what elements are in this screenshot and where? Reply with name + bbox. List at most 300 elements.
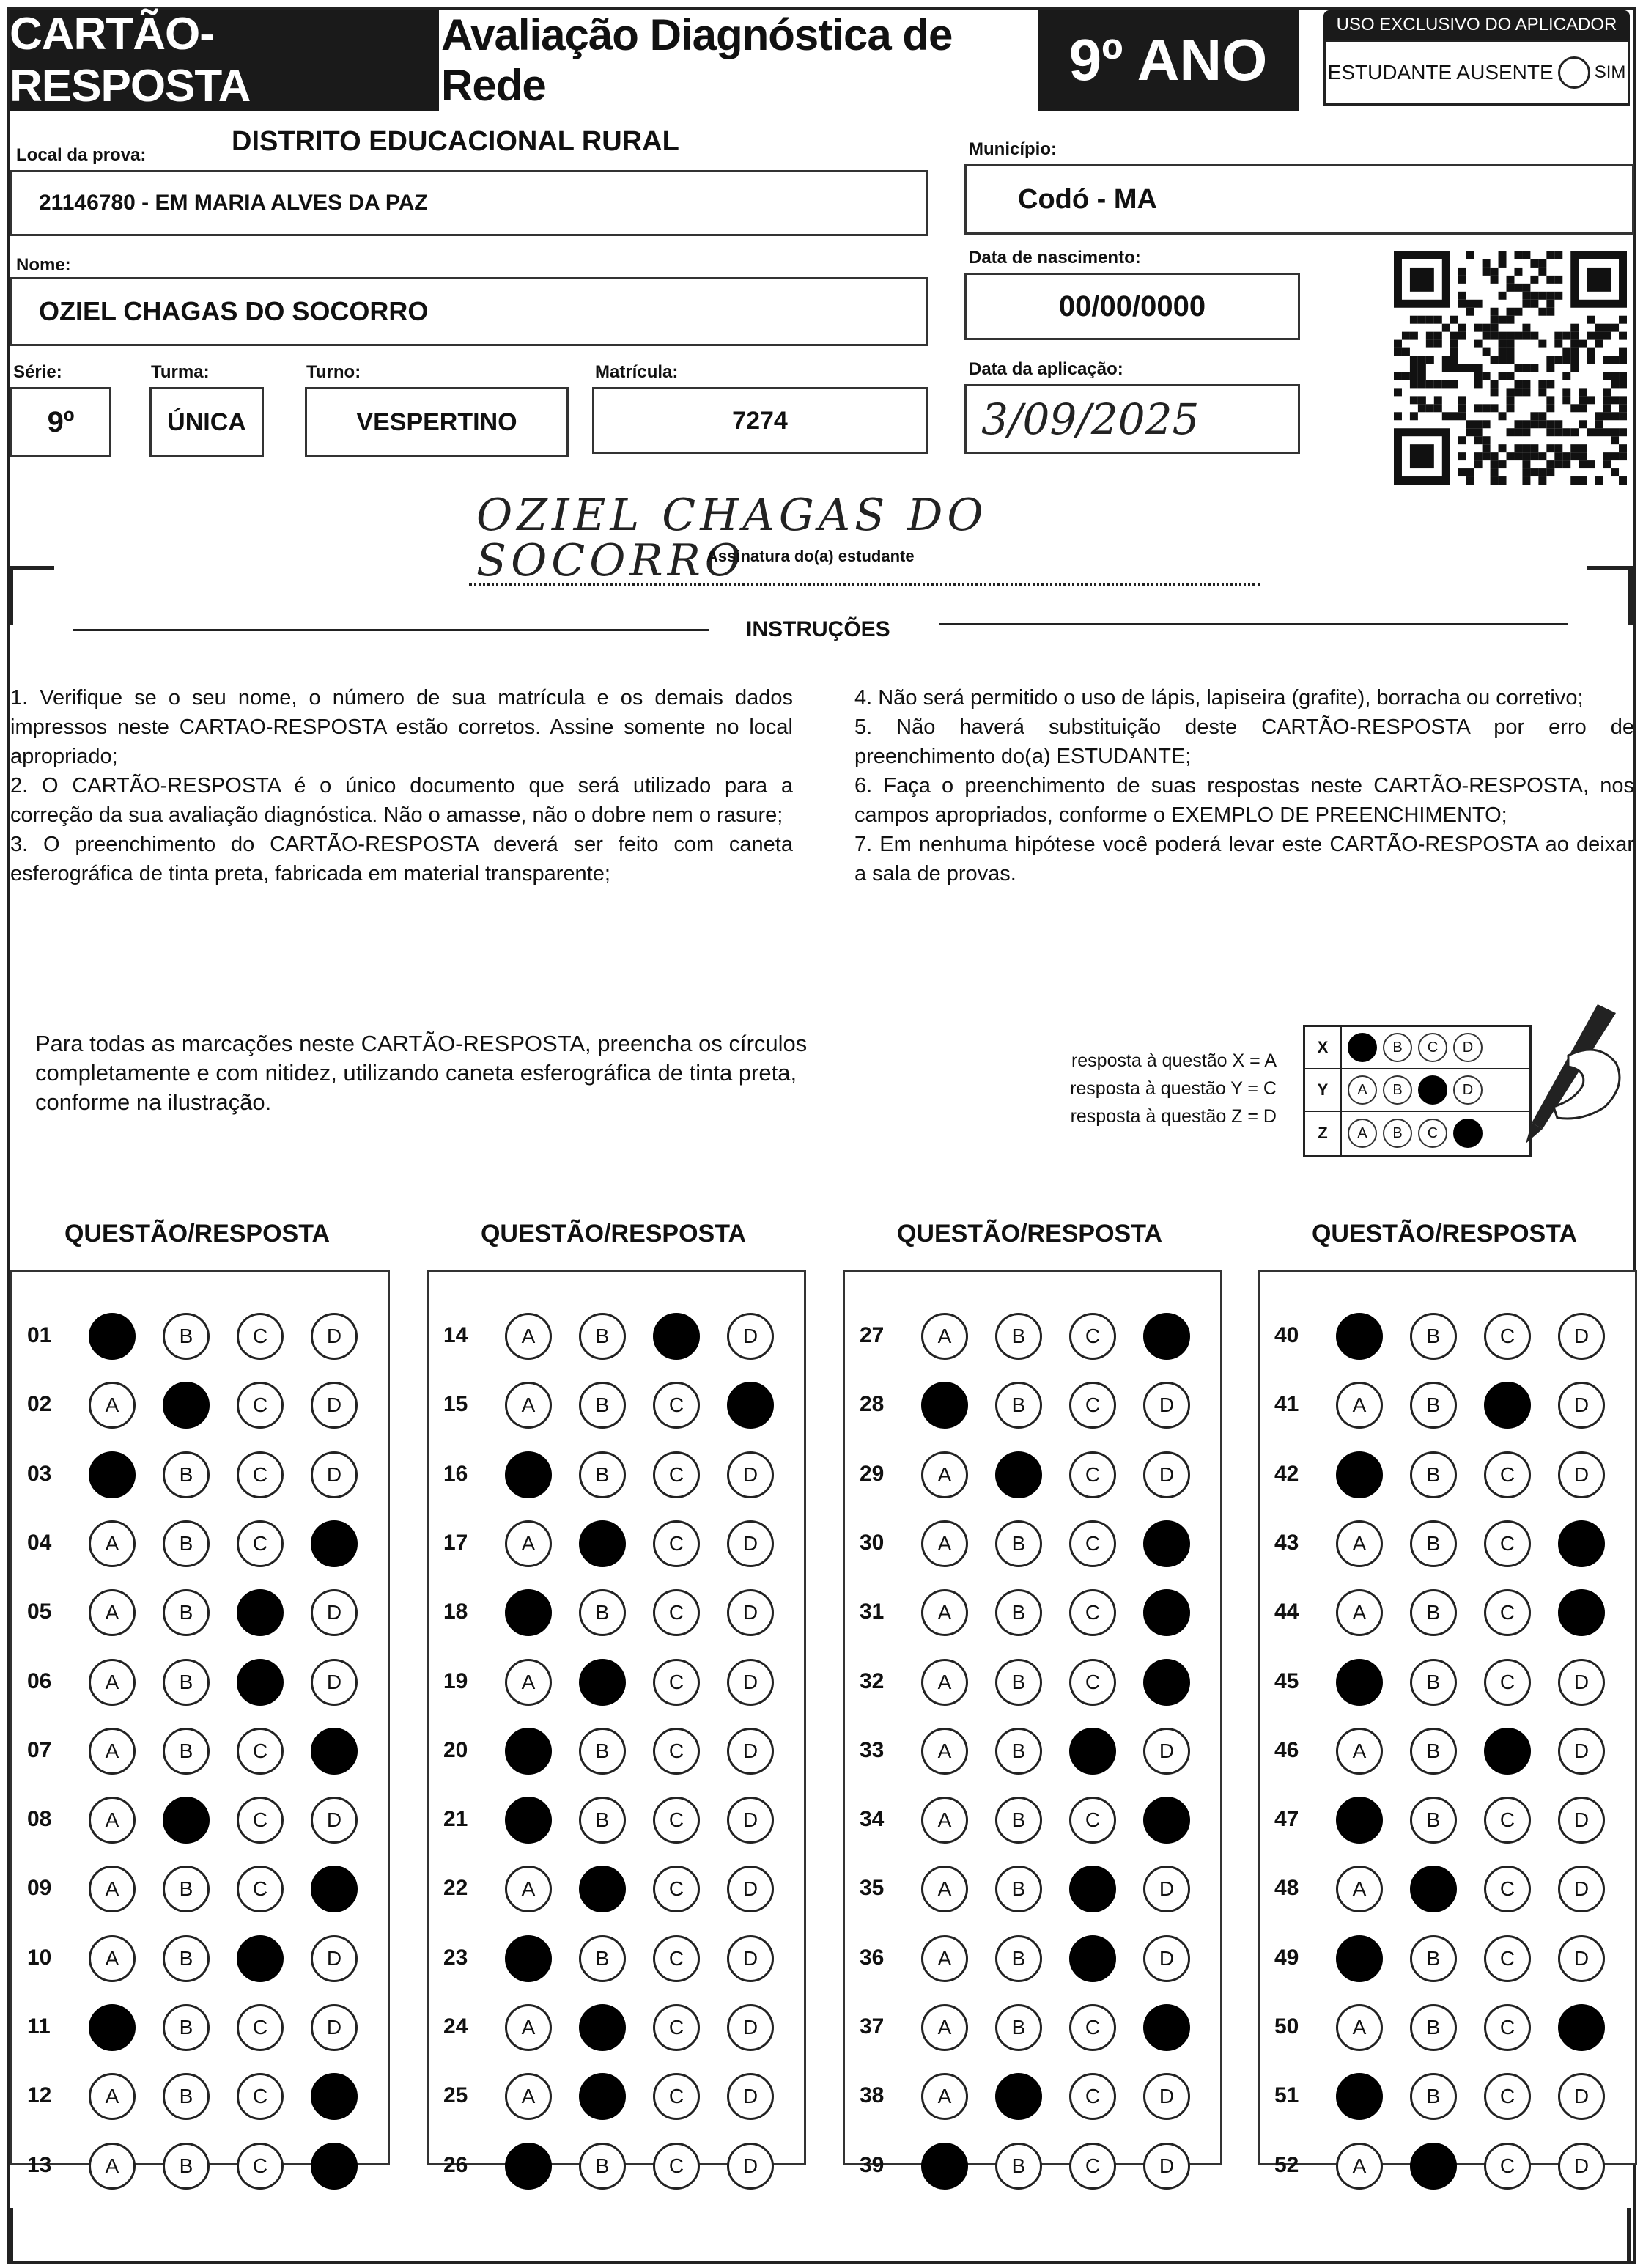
signature: OZIEL CHAGAS DO SOCORRO — [469, 493, 1260, 586]
answer-bubble-c[interactable]: C — [237, 1866, 284, 1912]
example-bubble-b: B — [1383, 1119, 1412, 1148]
pen-hand-icon — [1488, 997, 1634, 1158]
turma-field — [149, 387, 264, 457]
answer-bubble-a[interactable]: A — [921, 1589, 968, 1636]
answer-row — [429, 1935, 804, 1979]
answer-bubble-a[interactable]: A — [89, 1935, 136, 1982]
answer-bubble-c[interactable]: C — [1069, 1866, 1116, 1912]
answer-bubble-d[interactable]: D — [1558, 2004, 1605, 2051]
example-bubble-d: D — [1453, 1033, 1483, 1062]
municipio-field — [964, 164, 1634, 235]
answer-bubble-b[interactable]: B — [163, 1313, 210, 1360]
answer-row — [1260, 2073, 1635, 2117]
answer-bubble-d[interactable]: D — [311, 1935, 358, 1982]
answer-bubble-b[interactable]: B — [995, 1451, 1042, 1498]
answer-bubble-a[interactable]: A — [1336, 1589, 1383, 1636]
answer-bubble-a[interactable]: A — [89, 2073, 136, 2120]
answer-bubble-d[interactable]: D — [1558, 1866, 1605, 1912]
answer-bubble-a[interactable]: A — [1336, 2004, 1383, 2051]
answer-row — [429, 1313, 804, 1357]
question-number: 23 — [443, 1945, 468, 1970]
answer-row — [845, 1728, 1220, 1772]
answer-bubble-c[interactable]: C — [1484, 1728, 1531, 1775]
answer-bubble-c[interactable]: C — [653, 2004, 700, 2051]
answer-bubble-b[interactable]: B — [163, 2143, 210, 2190]
answer-bubble-d[interactable]: D — [1143, 1728, 1190, 1775]
answer-bubble-c[interactable]: C — [653, 1659, 700, 1706]
answer-bubble-b[interactable]: B — [995, 1728, 1042, 1775]
answer-bubble-a[interactable]: A — [505, 1520, 552, 1567]
answer-bubble-c[interactable]: C — [1069, 1797, 1116, 1844]
answer-bubble-c[interactable]: C — [653, 1313, 700, 1360]
answer-bubble-a[interactable]: A — [1336, 1935, 1383, 1982]
answer-bubble-c[interactable]: C — [237, 1659, 284, 1706]
answer-bubble-b[interactable]: B — [1410, 1659, 1457, 1706]
answer-bubble-a[interactable]: A — [921, 1451, 968, 1498]
question-number: 32 — [860, 1668, 885, 1693]
answer-bubble-d[interactable]: D — [727, 1520, 774, 1567]
answer-bubble-c[interactable]: C — [237, 2143, 284, 2190]
answer-row — [1260, 1382, 1635, 1426]
answer-bubble-d[interactable]: D — [311, 1728, 358, 1775]
answer-bubble-a[interactable]: A — [505, 1589, 552, 1636]
answer-bubble-b[interactable]: B — [163, 1659, 210, 1706]
answer-bubble-d[interactable]: D — [1143, 2143, 1190, 2190]
question-number: 03 — [27, 1461, 52, 1486]
answer-bubble-d[interactable]: D — [727, 1589, 774, 1636]
answer-bubble-b[interactable]: B — [1410, 1520, 1457, 1567]
example-bubble-a: A — [1348, 1075, 1377, 1105]
answer-bubble-b[interactable]: B — [995, 1935, 1042, 1982]
answer-bubble-d[interactable]: D — [1558, 1728, 1605, 1775]
answer-row — [1260, 1451, 1635, 1495]
answer-column — [843, 1270, 1222, 2177]
question-number: 45 — [1274, 1668, 1299, 1693]
answer-bubble-d[interactable]: D — [311, 1451, 358, 1498]
answer-bubble-b[interactable]: B — [995, 1382, 1042, 1429]
corner-mark-bl — [9, 2208, 19, 2264]
instruction-item: 6. Faça o preenchimento de suas respostas neste CARTÃO-RESPOSTA, nos campos apropriados, conforme o EXEMPLO DE PREENCHIMENTO; — [854, 774, 1634, 827]
example-row-label: Z — [1305, 1112, 1342, 1155]
answer-bubble-d[interactable]: D — [727, 1451, 774, 1498]
answer-row — [429, 1451, 804, 1495]
signature-label: Assinatura do(a) estudante — [706, 547, 915, 565]
answer-bubble-a[interactable]: A — [505, 1797, 552, 1844]
answer-bubble-a[interactable]: A — [1336, 1659, 1383, 1706]
answer-bubble-a[interactable]: A — [1336, 2073, 1383, 2120]
question-number: 28 — [860, 1392, 885, 1417]
answer-bubble-a[interactable]: A — [505, 1866, 552, 1912]
answer-bubble-a[interactable]: A — [921, 1797, 968, 1844]
answer-bubble-a[interactable]: A — [505, 1451, 552, 1498]
answer-column — [1258, 1270, 1637, 2177]
nome-field — [10, 277, 928, 346]
answer-bubble-a[interactable]: A — [89, 1313, 136, 1360]
answer-bubble-c[interactable]: C — [653, 1589, 700, 1636]
answer-bubble-b[interactable]: B — [579, 1935, 626, 1982]
answer-bubble-d[interactable]: D — [311, 1589, 358, 1636]
answer-bubble-c[interactable]: C — [1069, 2073, 1116, 2120]
answer-bubble-a[interactable]: A — [89, 1382, 136, 1429]
answer-bubble-a[interactable]: A — [505, 1313, 552, 1360]
answer-row — [12, 1728, 388, 1772]
answer-bubble-d[interactable]: D — [727, 1659, 774, 1706]
answer-bubble-a[interactable]: A — [89, 1728, 136, 1775]
answer-bubble-c[interactable]: C — [237, 1589, 284, 1636]
divider-left — [73, 629, 709, 631]
answer-bubble-d[interactable]: D — [1558, 1382, 1605, 1429]
answer-bubble-c[interactable]: C — [237, 1797, 284, 1844]
answer-bubble-d[interactable]: D — [727, 2004, 774, 2051]
local-value: 21146780 - EM MARIA ALVES DA PAZ — [39, 191, 428, 215]
answer-row — [12, 1589, 388, 1633]
aplic-value: 3/09/2025 — [981, 394, 1200, 444]
answer-bubble-b[interactable]: B — [579, 1520, 626, 1567]
answer-bubble-b[interactable]: B — [1410, 1866, 1457, 1912]
question-number: 06 — [27, 1668, 52, 1693]
answer-bubble-b[interactable]: B — [163, 1866, 210, 1912]
answer-bubble-c[interactable]: C — [1484, 2073, 1531, 2120]
answer-bubble-c[interactable]: C — [1484, 1589, 1531, 1636]
answer-bubble-c[interactable]: C — [653, 1797, 700, 1844]
column-header: QUESTÃO/RESPOSTA — [64, 1220, 331, 1248]
answer-bubble-c[interactable]: C — [1484, 1866, 1531, 1912]
answer-bubble-a[interactable]: A — [1336, 1451, 1383, 1498]
answer-bubble-c[interactable]: C — [1069, 2143, 1116, 2190]
grade-badge: 9º ANO — [1038, 10, 1299, 111]
answer-bubble-c[interactable]: C — [237, 1313, 284, 1360]
answer-row — [429, 2143, 804, 2187]
instructions-right — [854, 683, 1634, 888]
question-number: 52 — [1274, 2152, 1299, 2177]
answer-bubble-d[interactable]: D — [311, 1313, 358, 1360]
turno-value: VESPERTINO — [356, 408, 517, 436]
answer-bubble-b[interactable]: B — [995, 1797, 1042, 1844]
answer-bubble-c[interactable]: C — [1069, 1451, 1116, 1498]
answer-bubble-d[interactable]: D — [727, 1797, 774, 1844]
answer-bubble-b[interactable]: B — [163, 1935, 210, 1982]
question-number: 07 — [27, 1737, 52, 1762]
answer-bubble-d[interactable]: D — [1143, 2073, 1190, 2120]
answer-bubble-c[interactable]: C — [237, 1451, 284, 1498]
question-number: 17 — [443, 1530, 468, 1555]
answer-bubble-a[interactable]: A — [921, 1866, 968, 1912]
answer-bubble-c[interactable]: C — [653, 1520, 700, 1567]
answer-bubble-c[interactable]: C — [1069, 1589, 1116, 1636]
question-number: 22 — [443, 1876, 468, 1901]
answer-bubble-a[interactable]: A — [1336, 1728, 1383, 1775]
answer-bubble-c[interactable]: C — [237, 1520, 284, 1567]
turno-label: Turno: — [306, 362, 361, 382]
question-number: 14 — [443, 1323, 468, 1347]
answer-bubble-a[interactable]: A — [921, 2143, 968, 2190]
answer-bubble-a[interactable]: A — [89, 1589, 136, 1636]
question-number: 18 — [443, 1599, 468, 1624]
question-number: 04 — [27, 1530, 52, 1555]
answer-bubble-d[interactable]: D — [727, 1935, 774, 1982]
answer-bubble-b[interactable]: B — [579, 1589, 626, 1636]
answer-bubble-d[interactable]: D — [727, 1866, 774, 1912]
answer-bubble-c[interactable]: C — [1069, 1520, 1116, 1567]
answer-bubble-d[interactable]: D — [1143, 1382, 1190, 1429]
answer-bubble-a[interactable]: A — [89, 2004, 136, 2051]
answer-bubble-b[interactable]: B — [1410, 1313, 1457, 1360]
answer-row — [429, 1382, 804, 1426]
example-bubble-a: A — [1348, 1033, 1377, 1062]
answer-row — [845, 1451, 1220, 1495]
answer-bubble-a[interactable]: A — [1336, 1520, 1383, 1567]
answer-bubble-a[interactable]: A — [505, 2143, 552, 2190]
answer-bubble-d[interactable]: D — [1558, 1520, 1605, 1567]
answer-bubble-b[interactable]: B — [579, 2073, 626, 2120]
answer-row — [429, 1589, 804, 1633]
answer-bubble-d[interactable]: D — [1143, 1451, 1190, 1498]
answer-bubble-b[interactable]: B — [163, 1589, 210, 1636]
answer-bubble-b[interactable]: B — [995, 1520, 1042, 1567]
column-header: QUESTÃO/RESPOSTA — [1311, 1220, 1578, 1248]
example-bubble-a: A — [1348, 1119, 1377, 1148]
answer-bubble-a[interactable]: A — [89, 2143, 136, 2190]
answer-bubble-d[interactable]: D — [1143, 1313, 1190, 1360]
answer-bubble-c[interactable]: C — [1069, 1313, 1116, 1360]
absent-option: SIM — [1594, 62, 1626, 82]
answer-bubble-c[interactable]: C — [653, 1451, 700, 1498]
answer-bubble-b[interactable]: B — [579, 1797, 626, 1844]
answer-bubble-b[interactable]: B — [163, 1382, 210, 1429]
answer-bubble-d[interactable]: D — [1143, 1589, 1190, 1636]
answer-bubble-a[interactable]: A — [505, 1935, 552, 1982]
municipio-value: Codó - MA — [1018, 183, 1157, 215]
answer-bubble-d[interactable]: D — [1143, 1520, 1190, 1567]
answer-bubble-b[interactable]: B — [1410, 1728, 1457, 1775]
answer-bubble-b[interactable]: B — [163, 2073, 210, 2120]
answer-bubble-d[interactable]: D — [1558, 1935, 1605, 1982]
answer-bubble-a[interactable]: A — [89, 1797, 136, 1844]
answer-bubble-d[interactable]: D — [1558, 1589, 1605, 1636]
answer-bubble-d[interactable]: D — [727, 2073, 774, 2120]
answer-bubble-c[interactable]: C — [1069, 1382, 1116, 1429]
serie-label: Série: — [13, 362, 62, 382]
answer-bubble-c[interactable]: C — [237, 2004, 284, 2051]
answer-bubble-c[interactable]: C — [653, 1382, 700, 1429]
answer-row — [845, 1313, 1220, 1357]
example-bubble-b: B — [1383, 1033, 1412, 1062]
instructions-title: INSTRUÇÕES — [746, 617, 890, 641]
instruction-item: 4. Não será permitido o uso de lápis, lapiseira (grafite), borracha ou corretivo; — [854, 686, 1584, 710]
answer-row — [845, 1382, 1220, 1426]
answer-bubble-d[interactable]: D — [311, 2004, 358, 2051]
answer-row — [845, 2004, 1220, 2048]
example-row-label: Y — [1305, 1069, 1342, 1111]
answer-bubble-d[interactable]: D — [311, 1797, 358, 1844]
answer-bubble-d[interactable]: D — [1143, 2004, 1190, 2051]
answer-bubble-c[interactable]: C — [653, 1866, 700, 1912]
answer-bubble-d[interactable]: D — [311, 1866, 358, 1912]
answer-bubble-b[interactable]: B — [1410, 2143, 1457, 2190]
answer-bubble-a[interactable]: A — [505, 1382, 552, 1429]
question-number: 47 — [1274, 1807, 1299, 1832]
answer-row — [12, 1659, 388, 1703]
answer-bubble-a[interactable]: A — [505, 2004, 552, 2051]
turma-value: ÚNICA — [167, 408, 246, 436]
answer-row — [12, 1866, 388, 1910]
answer-bubble-c[interactable]: C — [1484, 1797, 1531, 1844]
answer-bubble-a[interactable]: A — [89, 1659, 136, 1706]
answer-bubble-b[interactable]: B — [163, 1451, 210, 1498]
answer-bubble-a[interactable]: A — [1336, 1382, 1383, 1429]
answer-bubble-b[interactable]: B — [1410, 1589, 1457, 1636]
answer-row — [845, 1520, 1220, 1564]
answer-bubble-b[interactable]: B — [995, 2143, 1042, 2190]
answer-column — [10, 1270, 390, 2177]
answer-bubble-d[interactable]: D — [1558, 2143, 1605, 2190]
answer-bubble-c[interactable]: C — [237, 2073, 284, 2120]
answer-row — [1260, 1659, 1635, 1703]
answer-bubble-c[interactable]: C — [653, 2143, 700, 2190]
answer-bubble-b[interactable]: B — [163, 2004, 210, 2051]
answer-bubble-b[interactable]: B — [995, 1659, 1042, 1706]
answer-bubble-b[interactable]: B — [995, 1313, 1042, 1360]
answer-bubble-c[interactable]: C — [1069, 1659, 1116, 1706]
answer-bubble-c[interactable]: C — [1484, 1451, 1531, 1498]
example-text: resposta à questão X = A — [1071, 1050, 1277, 1071]
example-bubble-c: C — [1418, 1033, 1447, 1062]
answer-bubble-b[interactable]: B — [1410, 1451, 1457, 1498]
answer-bubble-b[interactable]: B — [1410, 2073, 1457, 2120]
answer-bubble-c[interactable]: C — [653, 2073, 700, 2120]
answer-bubble-d[interactable]: D — [1558, 2073, 1605, 2120]
example-bubble-d: D — [1453, 1075, 1483, 1105]
answer-bubble-a[interactable]: A — [1336, 1313, 1383, 1360]
answer-bubble-b[interactable]: B — [1410, 1382, 1457, 1429]
answer-bubble-b[interactable]: B — [1410, 2004, 1457, 2051]
answer-bubble-a[interactable]: A — [1336, 1797, 1383, 1844]
answer-bubble-d[interactable]: D — [1143, 1935, 1190, 1982]
question-number: 51 — [1274, 2083, 1299, 2108]
answer-bubble-a[interactable]: A — [89, 1866, 136, 1912]
answer-bubble-a[interactable]: A — [921, 1382, 968, 1429]
answer-bubble-d[interactable]: D — [311, 2073, 358, 2120]
answer-bubble-d[interactable]: D — [1558, 1797, 1605, 1844]
answer-bubble-b[interactable]: B — [163, 1797, 210, 1844]
corner-mark-br — [1621, 2208, 1631, 2264]
absent-label: ESTUDANTE AUSENTE — [1327, 61, 1554, 84]
example-bubble-b: B — [1383, 1075, 1412, 1105]
answer-bubble-b[interactable]: B — [1410, 1935, 1457, 1982]
question-number: 27 — [860, 1323, 885, 1347]
column-header: QUESTÃO/RESPOSTA — [480, 1220, 747, 1248]
answer-bubble-a[interactable]: A — [921, 1728, 968, 1775]
answer-bubble-d[interactable]: D — [1143, 1797, 1190, 1844]
nasc-value: 00/00/0000 — [1058, 290, 1206, 323]
answer-bubble-c[interactable]: C — [1484, 2004, 1531, 2051]
answer-row — [12, 1382, 388, 1426]
answer-bubble-b[interactable]: B — [579, 1451, 626, 1498]
answer-bubble-a[interactable]: A — [505, 1728, 552, 1775]
answer-row — [845, 1797, 1220, 1841]
answer-bubble-c[interactable]: C — [1484, 1382, 1531, 1429]
answer-bubble-b[interactable]: B — [579, 1659, 626, 1706]
answer-bubble-b[interactable]: B — [579, 1728, 626, 1775]
answer-bubble-b[interactable]: B — [579, 1866, 626, 1912]
answer-bubble-b[interactable]: B — [579, 1313, 626, 1360]
answer-bubble-b[interactable]: B — [579, 2004, 626, 2051]
answer-bubble-c[interactable]: C — [237, 1728, 284, 1775]
answer-bubble-d[interactable]: D — [311, 1659, 358, 1706]
answer-bubble-d[interactable]: D — [727, 2143, 774, 2190]
turno-field — [305, 387, 569, 457]
answer-bubble-a[interactable]: A — [1336, 2143, 1383, 2190]
answer-bubble-a[interactable]: A — [1336, 1866, 1383, 1912]
answer-bubble-b[interactable]: B — [1410, 1797, 1457, 1844]
answer-bubble-a[interactable]: A — [921, 1659, 968, 1706]
question-number: 38 — [860, 2083, 885, 2108]
answer-bubble-a[interactable]: A — [89, 1451, 136, 1498]
question-number: 41 — [1274, 1392, 1299, 1417]
question-number: 09 — [27, 1876, 52, 1901]
answer-bubble-b[interactable]: B — [579, 1382, 626, 1429]
answer-bubble-a[interactable]: A — [505, 1659, 552, 1706]
answer-bubble-d[interactable]: D — [311, 1382, 358, 1429]
nasc-label: Data de nascimento: — [969, 248, 1141, 268]
answer-bubble-c[interactable]: C — [1484, 2143, 1531, 2190]
answer-bubble-b[interactable]: B — [163, 1520, 210, 1567]
answer-bubble-a[interactable]: A — [921, 2004, 968, 2051]
answer-bubble-c[interactable]: C — [653, 1935, 700, 1982]
answer-bubble-a[interactable]: A — [505, 2073, 552, 2120]
example-row-label: X — [1305, 1027, 1342, 1068]
answer-bubble-d[interactable]: D — [1558, 1451, 1605, 1498]
answer-bubble-d[interactable]: D — [311, 2143, 358, 2190]
answer-bubble-d[interactable]: D — [1558, 1313, 1605, 1360]
answer-bubble-c[interactable]: C — [1484, 1520, 1531, 1567]
answer-bubble-c[interactable]: C — [1484, 1313, 1531, 1360]
answer-bubble-c[interactable]: C — [1069, 1935, 1116, 1982]
answer-bubble-c[interactable]: C — [1069, 2004, 1116, 2051]
absent-bubble[interactable] — [1558, 56, 1590, 89]
answer-bubble-b[interactable]: B — [995, 1866, 1042, 1912]
answer-bubble-c[interactable]: C — [237, 1935, 284, 1982]
answer-bubble-d[interactable]: D — [727, 1313, 774, 1360]
answer-bubble-d[interactable]: D — [1558, 1659, 1605, 1706]
answer-bubble-a[interactable]: A — [921, 1313, 968, 1360]
answer-bubble-b[interactable]: B — [995, 1589, 1042, 1636]
answer-bubble-b[interactable]: B — [995, 2004, 1042, 2051]
answer-bubble-c[interactable]: C — [653, 1728, 700, 1775]
answer-bubble-d[interactable]: D — [727, 1382, 774, 1429]
answer-bubble-b[interactable]: B — [995, 2073, 1042, 2120]
answer-bubble-a[interactable]: A — [921, 2073, 968, 2120]
answer-bubble-d[interactable]: D — [311, 1520, 358, 1567]
answer-bubble-a[interactable]: A — [89, 1520, 136, 1567]
serie-field — [10, 387, 111, 457]
answer-bubble-c[interactable]: C — [1484, 1659, 1531, 1706]
answer-bubble-b[interactable]: B — [579, 2143, 626, 2190]
answer-bubble-a[interactable]: A — [921, 1520, 968, 1567]
answer-bubble-c[interactable]: C — [1484, 1935, 1531, 1982]
answer-row — [1260, 1797, 1635, 1841]
question-number: 35 — [860, 1876, 885, 1901]
answer-bubble-c[interactable]: C — [1069, 1728, 1116, 1775]
answer-row — [1260, 1313, 1635, 1357]
answer-bubble-d[interactable]: D — [727, 1728, 774, 1775]
answer-bubble-b[interactable]: B — [163, 1728, 210, 1775]
question-number: 43 — [1274, 1530, 1299, 1555]
answer-bubble-c[interactable]: C — [237, 1382, 284, 1429]
answer-bubble-d[interactable]: D — [1143, 1659, 1190, 1706]
answer-bubble-a[interactable]: A — [921, 1935, 968, 1982]
answer-bubble-d[interactable]: D — [1143, 1866, 1190, 1912]
